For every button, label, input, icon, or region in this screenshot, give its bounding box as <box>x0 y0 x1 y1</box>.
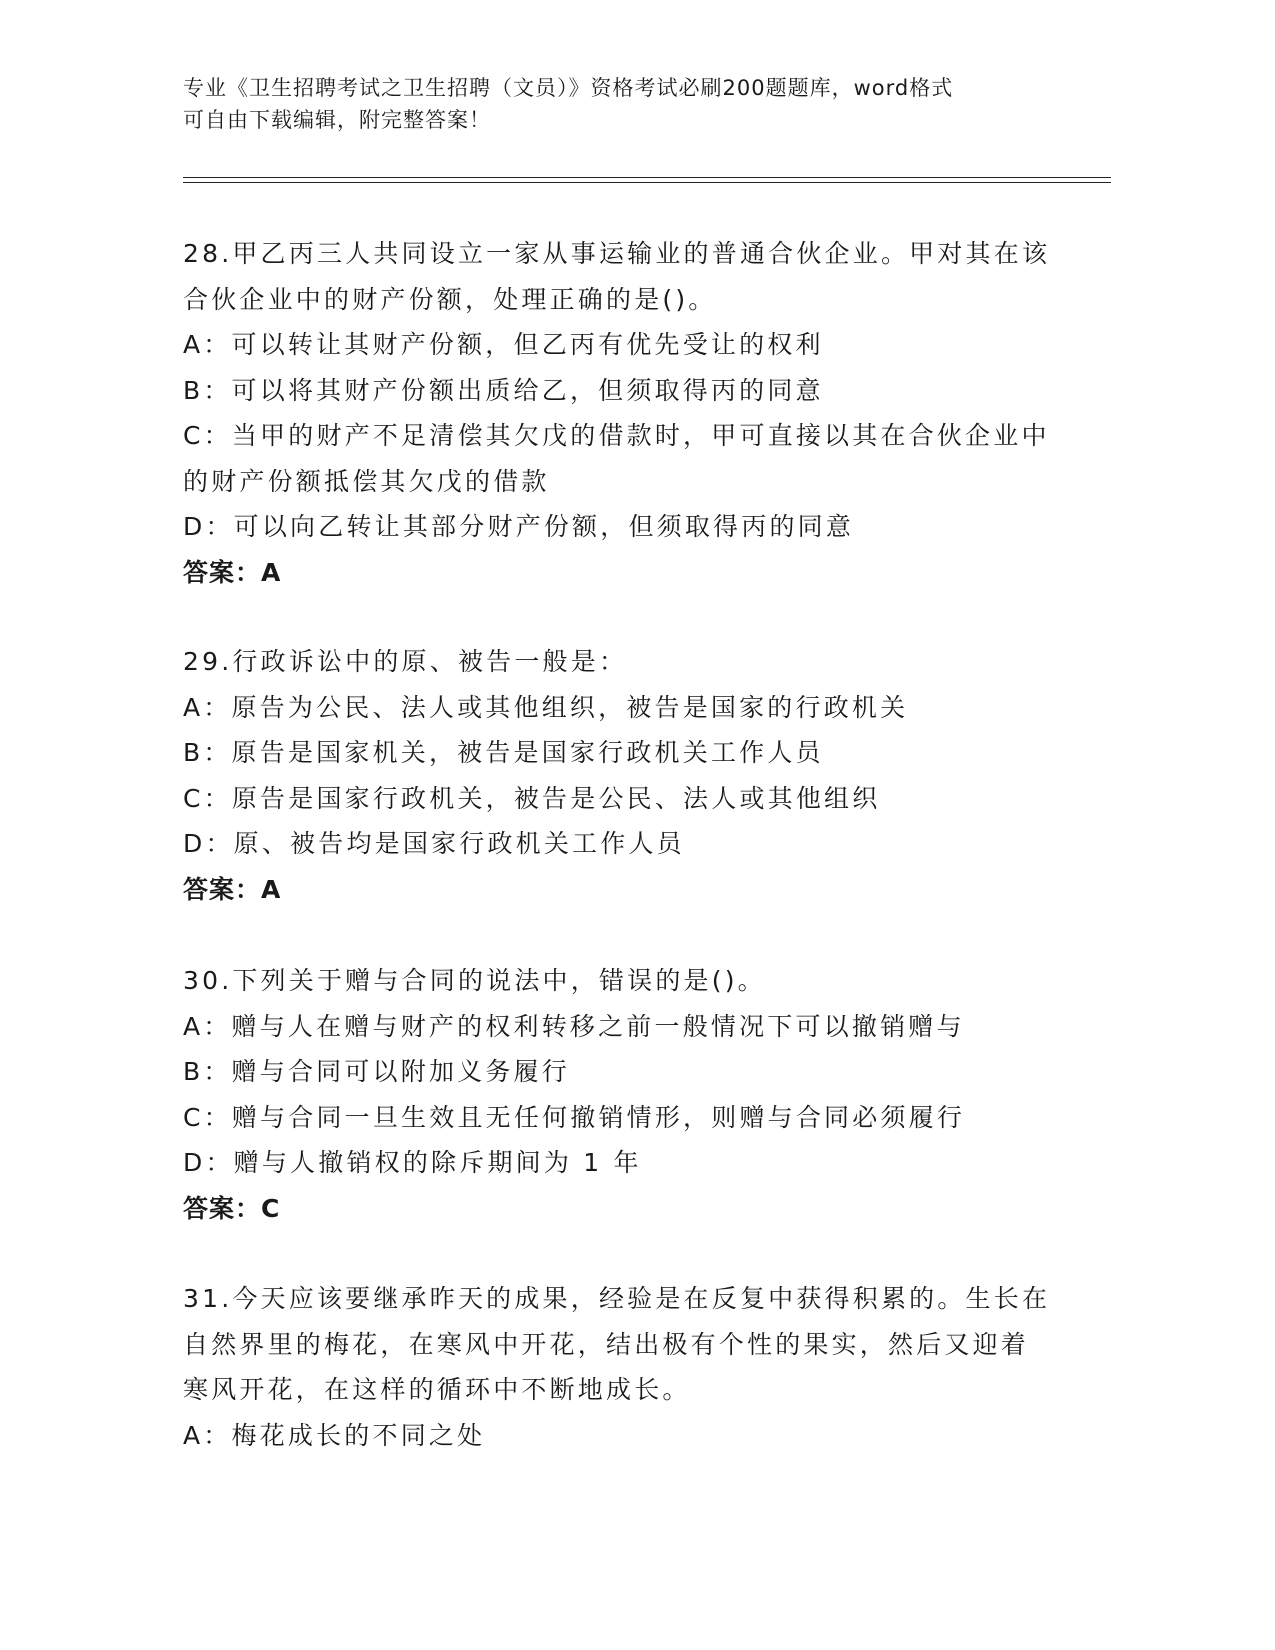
option-d: D：原、被告均是国家行政机关工作人员 <box>183 829 685 858</box>
header-line-2: 可自由下载编辑，附完整答案！ <box>183 108 491 132</box>
question-30 <box>183 958 1083 1231</box>
option-c-continued: 的财产份额抵偿其欠戊的借款 <box>183 466 550 496</box>
option-b: B：可以将其财产份额出质给乙，但须取得丙的同意 <box>183 375 824 405</box>
option-b: B：赠与合同可以附加义务履行 <box>183 1057 570 1086</box>
answer-line: 答案：A <box>183 557 282 587</box>
question-stem-line: 自然界里的梅花，在寒风中开花，结出极有个性的果实，然后又迎着 <box>183 1329 1030 1359</box>
option-b: B：原告是国家机关，被告是国家行政机关工作人员 <box>183 738 824 767</box>
header-divider-bottom <box>183 182 1111 183</box>
question-29 <box>183 639 1083 912</box>
option-c: C：当甲的财产不足清偿其欠戊的借款时，甲可直接以其在合伙企业中 <box>183 421 1050 450</box>
option-a: A：赠与人在赠与财产的权利转移之前一般情况下可以撤销赠与 <box>183 1011 965 1041</box>
answer-line: 答案：C <box>183 1193 281 1223</box>
question-31 <box>183 1276 1083 1458</box>
option-c: C：赠与合同一旦生效且无任何撤销情形，则赠与合同必须履行 <box>183 1102 966 1132</box>
question-stem-line: 寒风开花，在这样的循环中不断地成长。 <box>183 1375 691 1404</box>
question-stem-line: 31.今天应该要继承昨天的成果，经验是在反复中获得积累的。生长在 <box>183 1284 1051 1313</box>
question-stem-line: 29.行政诉讼中的原、被告一般是： <box>183 647 628 676</box>
header-divider-top <box>183 177 1111 178</box>
option-a: A：梅花成长的不同之处 <box>183 1420 486 1450</box>
question-28 <box>183 231 1083 595</box>
option-a: A：原告为公民、法人或其他组织，被告是国家的行政机关 <box>183 692 909 722</box>
document-header <box>183 72 1083 136</box>
answer-line: 答案：A <box>183 874 282 904</box>
question-stem-line: 合伙企业中的财产份额，处理正确的是()。 <box>183 284 717 314</box>
question-stem-line: 28.甲乙丙三人共同设立一家从事运输业的普通合伙企业。甲对其在该 <box>183 239 1051 268</box>
option-d: D：可以向乙转让其部分财产份额，但须取得丙的同意 <box>183 512 855 541</box>
option-a: A：可以转让其财产份额，但乙丙有优先受让的权利 <box>183 330 824 359</box>
question-stem-line: 30.下列关于赠与合同的说法中，错误的是()。 <box>183 966 766 995</box>
header-line-1: 专业《卫生招聘考试之卫生招聘（文员）》资格考试必刷200题题库，word格式 <box>183 76 954 100</box>
option-d: D：赠与人撤销权的除斥期间为 1 年 <box>183 1148 642 1177</box>
option-c: C：原告是国家行政机关，被告是公民、法人或其他组织 <box>183 783 881 813</box>
